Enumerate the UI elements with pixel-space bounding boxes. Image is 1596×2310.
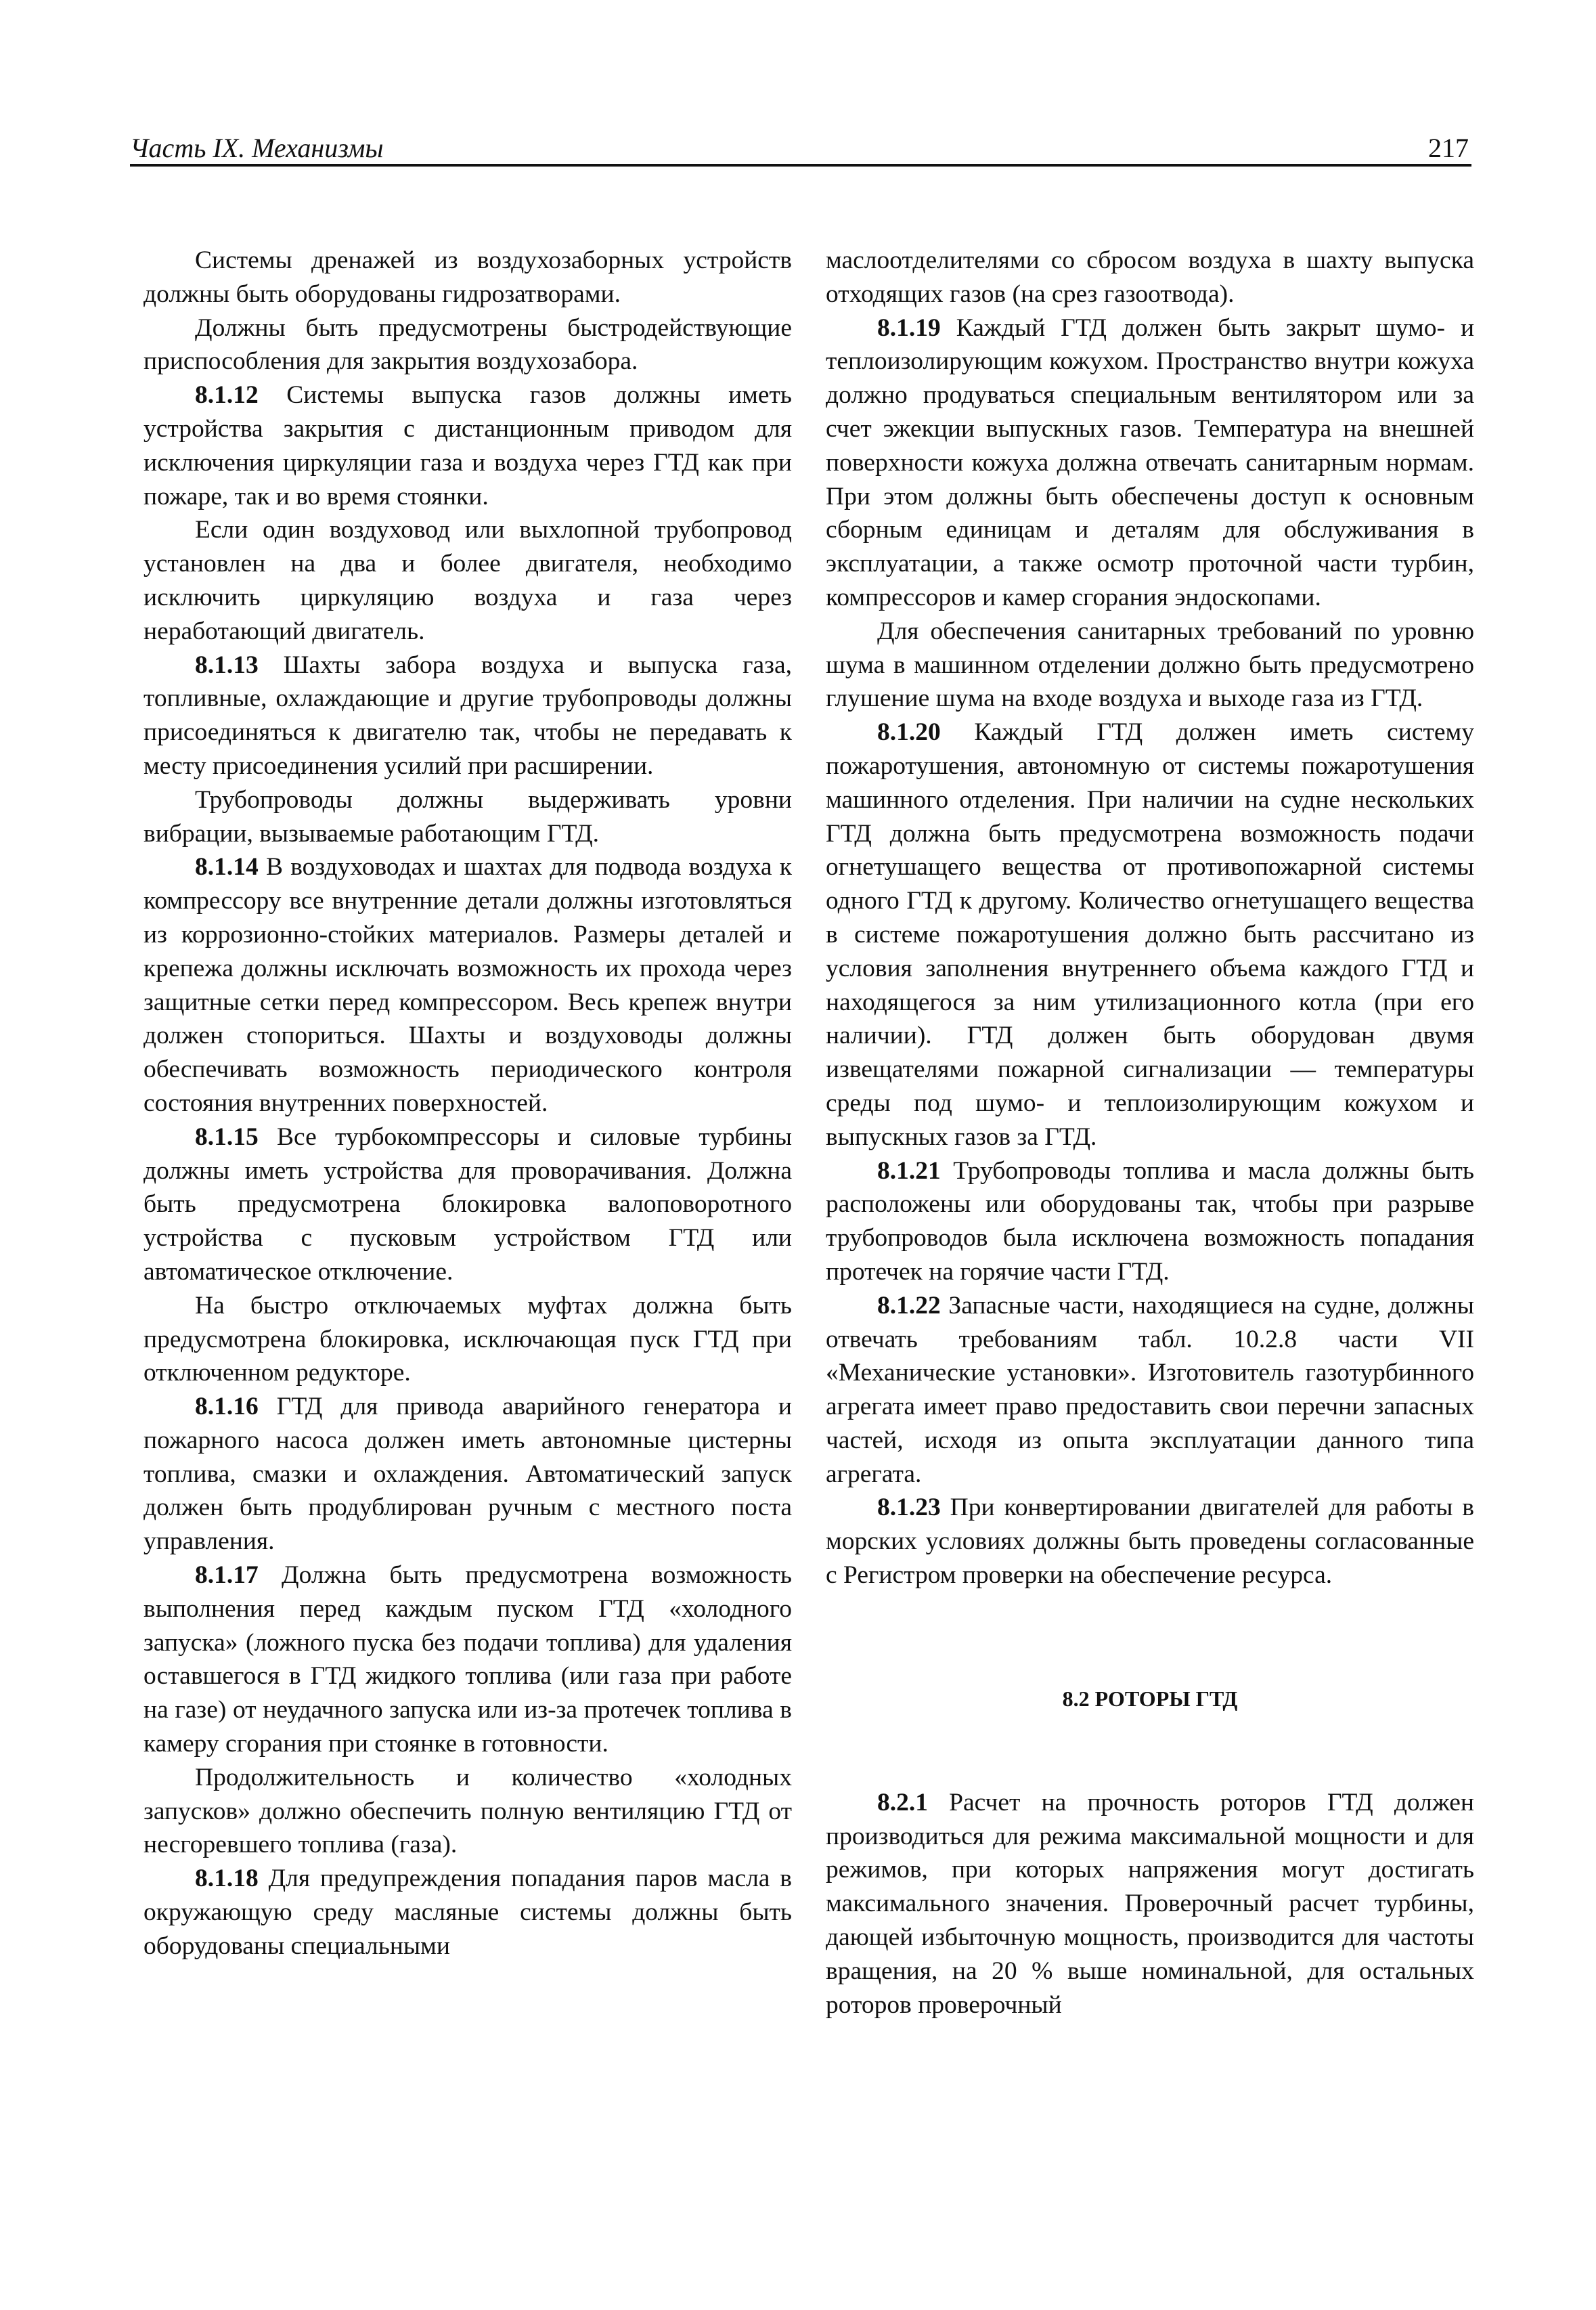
clause-number: 8.1.13 bbox=[195, 651, 259, 679]
paragraph bbox=[143, 311, 792, 379]
paragraph bbox=[143, 850, 792, 1120]
clause-number: 8.2.1 bbox=[877, 1788, 928, 1816]
paragraph bbox=[143, 244, 792, 311]
paragraph-text: ГТД для привода аварийного генератора и пожарного насоса должен иметь автономные цистерны топлива, смазки и охлаждения. Автоматический запуск должен быть продублирован ручным с местного поста управления. bbox=[143, 1393, 792, 1556]
paragraph bbox=[826, 1491, 1474, 1592]
paragraph-text: Если один воздуховод или выхлопной трубопровод установлен на два и более двигателя, необходимо исключить циркуляцию воздуха и газа через неработающий двигатель. bbox=[143, 516, 792, 645]
paragraph bbox=[143, 1761, 792, 1862]
paragraph bbox=[826, 716, 1474, 1154]
paragraph-text: Трубопроводы топлива и масла должны быть расположены или оборудованы так, чтобы при разрыве трубопроводов была исключена возможность попадания протечек на горячие части ГТД. bbox=[826, 1156, 1475, 1286]
paragraph-text: Продолжительность и количество «холодных запусков» должно обеспечить полную вентиляцию ГТД от несгоревшего топлива (газа). bbox=[143, 1763, 792, 1859]
paragraph-text: Должны быть предусмотрены быстродействующие приспособления для закрытия воздухозабора. bbox=[143, 313, 792, 376]
clause-number: 8.1.12 bbox=[195, 381, 259, 410]
paragraph-text: Для предупреждения попадания паров масла в окружающую среду масляные системы должны быть оборудованы специальными bbox=[143, 1865, 792, 1960]
clause-number: 8.1.15 bbox=[195, 1123, 259, 1151]
paragraph bbox=[143, 1120, 792, 1289]
page-number: 217 bbox=[1428, 133, 1469, 163]
paragraph-text: На быстро отключаемых муфтах должна быть предусмотрена блокировка, исключающая пуск ГТД при отключенном редукторе. bbox=[143, 1291, 792, 1387]
running-header bbox=[130, 133, 1471, 167]
paragraph bbox=[826, 244, 1474, 311]
clause-number: 8.1.14 bbox=[195, 853, 259, 881]
clause-number: 8.1.23 bbox=[877, 1494, 941, 1522]
clause-number: 8.1.18 bbox=[195, 1865, 259, 1893]
left-column bbox=[143, 244, 792, 1963]
clause-number: 8.1.17 bbox=[195, 1561, 259, 1590]
clause-number: 8.1.20 bbox=[877, 718, 941, 747]
paragraph bbox=[143, 378, 792, 513]
paragraph bbox=[826, 1154, 1474, 1289]
paragraph bbox=[143, 1559, 792, 1761]
paragraph bbox=[143, 513, 792, 648]
paragraph-text: Должна быть предусмотрена возможность выполнения перед каждым пуском ГТД «холодного запуска» (ложного пуска без подачи топлива) для удаления оставшегося в ГТД жидкого топлива (или газа при работе на газе) от неудачного запуска или из-за протечек топлива в камеру сгорания при стоянке в готовности. bbox=[143, 1561, 792, 1758]
paragraph-text: Все турбокомпрессоры и силовые турбины должны иметь устройства для проворачивания. Должна быть предусмотрена блокировка валоповоротного устройства с пусковым устройством ГТД или автоматическое отключение. bbox=[143, 1123, 793, 1286]
paragraph bbox=[826, 615, 1474, 716]
clause-number: 8.1.21 bbox=[877, 1156, 941, 1185]
paragraph-text: маслоотделителями со сбросом воздуха в шахту выпуска отходящих газов (на срез газоотвода). bbox=[826, 246, 1474, 308]
clause-number: 8.1.16 bbox=[195, 1393, 259, 1421]
right-column bbox=[826, 244, 1474, 2022]
paragraph-text: Каждый ГТД должен быть закрыт шумо- и теплоизолирующим кожухом. Пространство внутри кожуха должно продуваться специальным вентилятором или за счет эжекции выпускных газов. Температура на внешней поверхности кожуха должна отвечать санитарным нормам. При этом должны быть обеспечены доступ к основным сборным единицам и деталям для обслуживания в эксплуатации, а также осмотр проточной части турбин, компрессоров и камер сгорания эндоскопами. bbox=[826, 313, 1475, 611]
paragraph bbox=[826, 1786, 1474, 2022]
section-heading: 8.2 РОТОРЫ ГТД bbox=[1062, 1686, 1238, 1711]
paragraph-text: В воздуховодах и шахтах для подвода воздуха к компрессору все внутренние детали должны изготовляться из коррозионно-стойких материалов. Размеры деталей и крепежа должны исключать возможность их прохода через защитные сетки перед компрессором. Весь крепеж внутри должен стопориться. Шахты и воздуховоды должны обеспечивать возможность периодического контроля состояния внутренних поверхностей. bbox=[143, 853, 793, 1117]
paragraph bbox=[143, 783, 792, 851]
paragraph bbox=[143, 649, 792, 783]
paragraph-text: Трубопроводы должны выдерживать уровни вибрации, вызываемые работающим ГТД. bbox=[143, 785, 792, 848]
paragraph-text: Шахты забора воздуха и выпуска газа, топливные, охлаждающие и другие трубопроводы должны присоединяться к двигателю так, чтобы не передавать к месту присоединения усилий при расширении. bbox=[143, 651, 792, 780]
clause-number: 8.1.19 bbox=[877, 313, 941, 342]
paragraph-text: Каждый ГТД должен иметь систему пожаротушения, автономную от системы пожаротушения машинного отделения. При наличии на судне нескольких ГТД должна быть предусмотрена возможность подачи огнетушащего вещества от противопожарной системы одного ГТД к другому. Количество огнетушащего вещества в системе пожаротушения должно быть рассчитано из условия заполнения внутреннего объема каждого ГТД и находящегося за ним утилизационного котла (при его наличии). ГТД должен быть оборудован двумя извещателями пожарной сигнализации — температуры среды под шумо- и теплоизолирующим кожухом и выпускных газов за ГТД. bbox=[826, 718, 1474, 1151]
paragraph bbox=[826, 311, 1474, 615]
paragraph-text: Для обеспечения санитарных требований по уровню шума в машинном отделении должно быть предусмотрено глушение шума на входе воздуха и выходе газа из ГТД. bbox=[826, 617, 1474, 713]
header-title: Часть IX. Механизмы bbox=[130, 133, 384, 163]
paragraph bbox=[826, 1289, 1474, 1491]
paragraph bbox=[143, 1289, 792, 1390]
paragraph-text: Запасные части, находящиеся на судне, должны отвечать требованиям табл. 10.2.8 части VII «Механические установки». Изготовитель газотурбинного агрегата имеет право предоставить свои перечни запасных частей, исходя из опыта эксплуатации данного типа агрегата. bbox=[826, 1291, 1474, 1488]
paragraph-text: Системы выпуска газов должны иметь устройства закрытия с дистанционным приводом для исключения циркуляции газа и воздуха через ГТД как при пожаре, так и во время стоянки. bbox=[143, 381, 793, 510]
clause-number: 8.1.22 bbox=[877, 1291, 941, 1320]
paragraph bbox=[143, 1862, 792, 1963]
paragraph bbox=[143, 1390, 792, 1559]
paragraph-text: Системы дренажей из воздухозаборных устройств должны быть оборудованы гидрозатворами. bbox=[143, 246, 792, 308]
paragraph-text: Расчет на прочность роторов ГТД должен производиться для режима максимальной мощности и для режимов, при которых напряжения могут достигать максимального значения. Проверочный расчет турбины, дающей избыточную мощность, производится для частоты вращения, на 20 % выше номинальной, для остальных роторов проверочный bbox=[826, 1788, 1474, 2019]
paragraph-text: При конвертировании двигателей для работы в морских условиях должны быть проведены согласованные с Регистром проверки на обеспечение ресурса. bbox=[826, 1494, 1474, 1590]
